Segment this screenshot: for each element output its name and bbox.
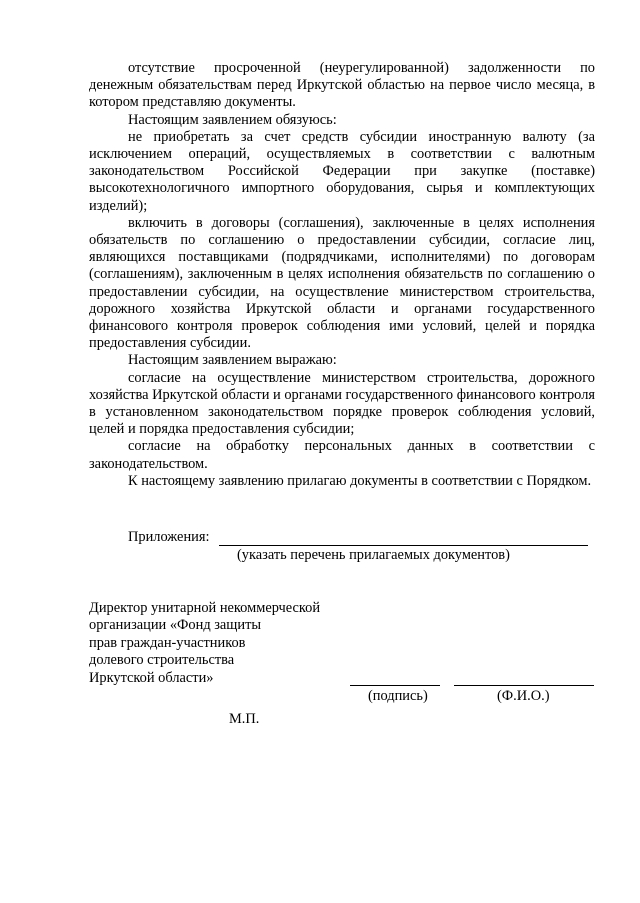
paragraph-no-foreign-currency: не приобретать за счет средств субсидии иностранную валюту (за исключением операций, осуществляемых в соответствии с валютным законодательством Российской Федерации при закупке (поставке) высокотехнологичного импортного оборудования, сырья и комплектующих изделий); <box>89 128 595 214</box>
application-body <box>89 60 595 490</box>
full-name-label: (Ф.И.О.) <box>497 688 550 704</box>
paragraph-obligations-heading: Настоящим заявлением обязуюсь: <box>128 111 337 128</box>
director-title-line: организации «Фонд защиты <box>89 617 262 634</box>
director-title-line: Иркутской области» <box>89 669 214 686</box>
paragraph-consent-heading: Настоящим заявлением выражаю: <box>128 352 337 369</box>
paragraph-no-debt: отсутствие просроченной (неурегулированной) задолженности по денежным обязательствам перед Иркутской областью на первое число месяца, в котором представляю документы. <box>89 60 595 111</box>
director-title-line: прав граждан-участников <box>89 634 246 651</box>
full-name-line <box>454 685 594 686</box>
attachments-hint: (указать перечень прилагаемых документов) <box>237 547 510 563</box>
paragraph-contracts-consent: включить в договоры (соглашения), заключенные в целях исполнения обязательств по соглашению о предоставлении субсидии, согласие лиц, являющихся поставщиками (подрядчиками, исполнителями) по договорам (соглашениям), заключенным в целях исполнения обязательств по соглашению о предоставлении субсидии, на осуществление министерством строительства, дорожного хозяйства Иркутской области и органами государственного финансового контроля проверок соблюдения ими условий, целей и порядка предоставления субсидии. <box>89 214 595 352</box>
signature-line <box>350 685 440 686</box>
attachments-label: Приложения: <box>128 529 210 545</box>
attachments-fill-line <box>219 545 588 546</box>
paragraph-inspection-consent: согласие на осуществление министерством строительства, дорожного хозяйства Иркутской области и органами государственного финансового контроля в установленном законодательством порядке проверок соблюдения условий, целей и порядка предоставления субсидии; <box>89 369 595 438</box>
director-title-line: долевого строительства <box>89 652 235 669</box>
director-title <box>89 600 320 687</box>
stamp-place: М.П. <box>229 711 260 727</box>
paragraph-personal-data-consent: согласие на обработку персональных данных в соответствии с законодательством. <box>89 438 595 472</box>
paragraph-attached-documents: К настоящему заявлению прилагаю документы в соответствии с Порядком. <box>128 472 592 489</box>
signature-label: (подпись) <box>368 688 428 704</box>
director-title-line: Директор унитарной некоммерческой <box>89 600 321 616</box>
